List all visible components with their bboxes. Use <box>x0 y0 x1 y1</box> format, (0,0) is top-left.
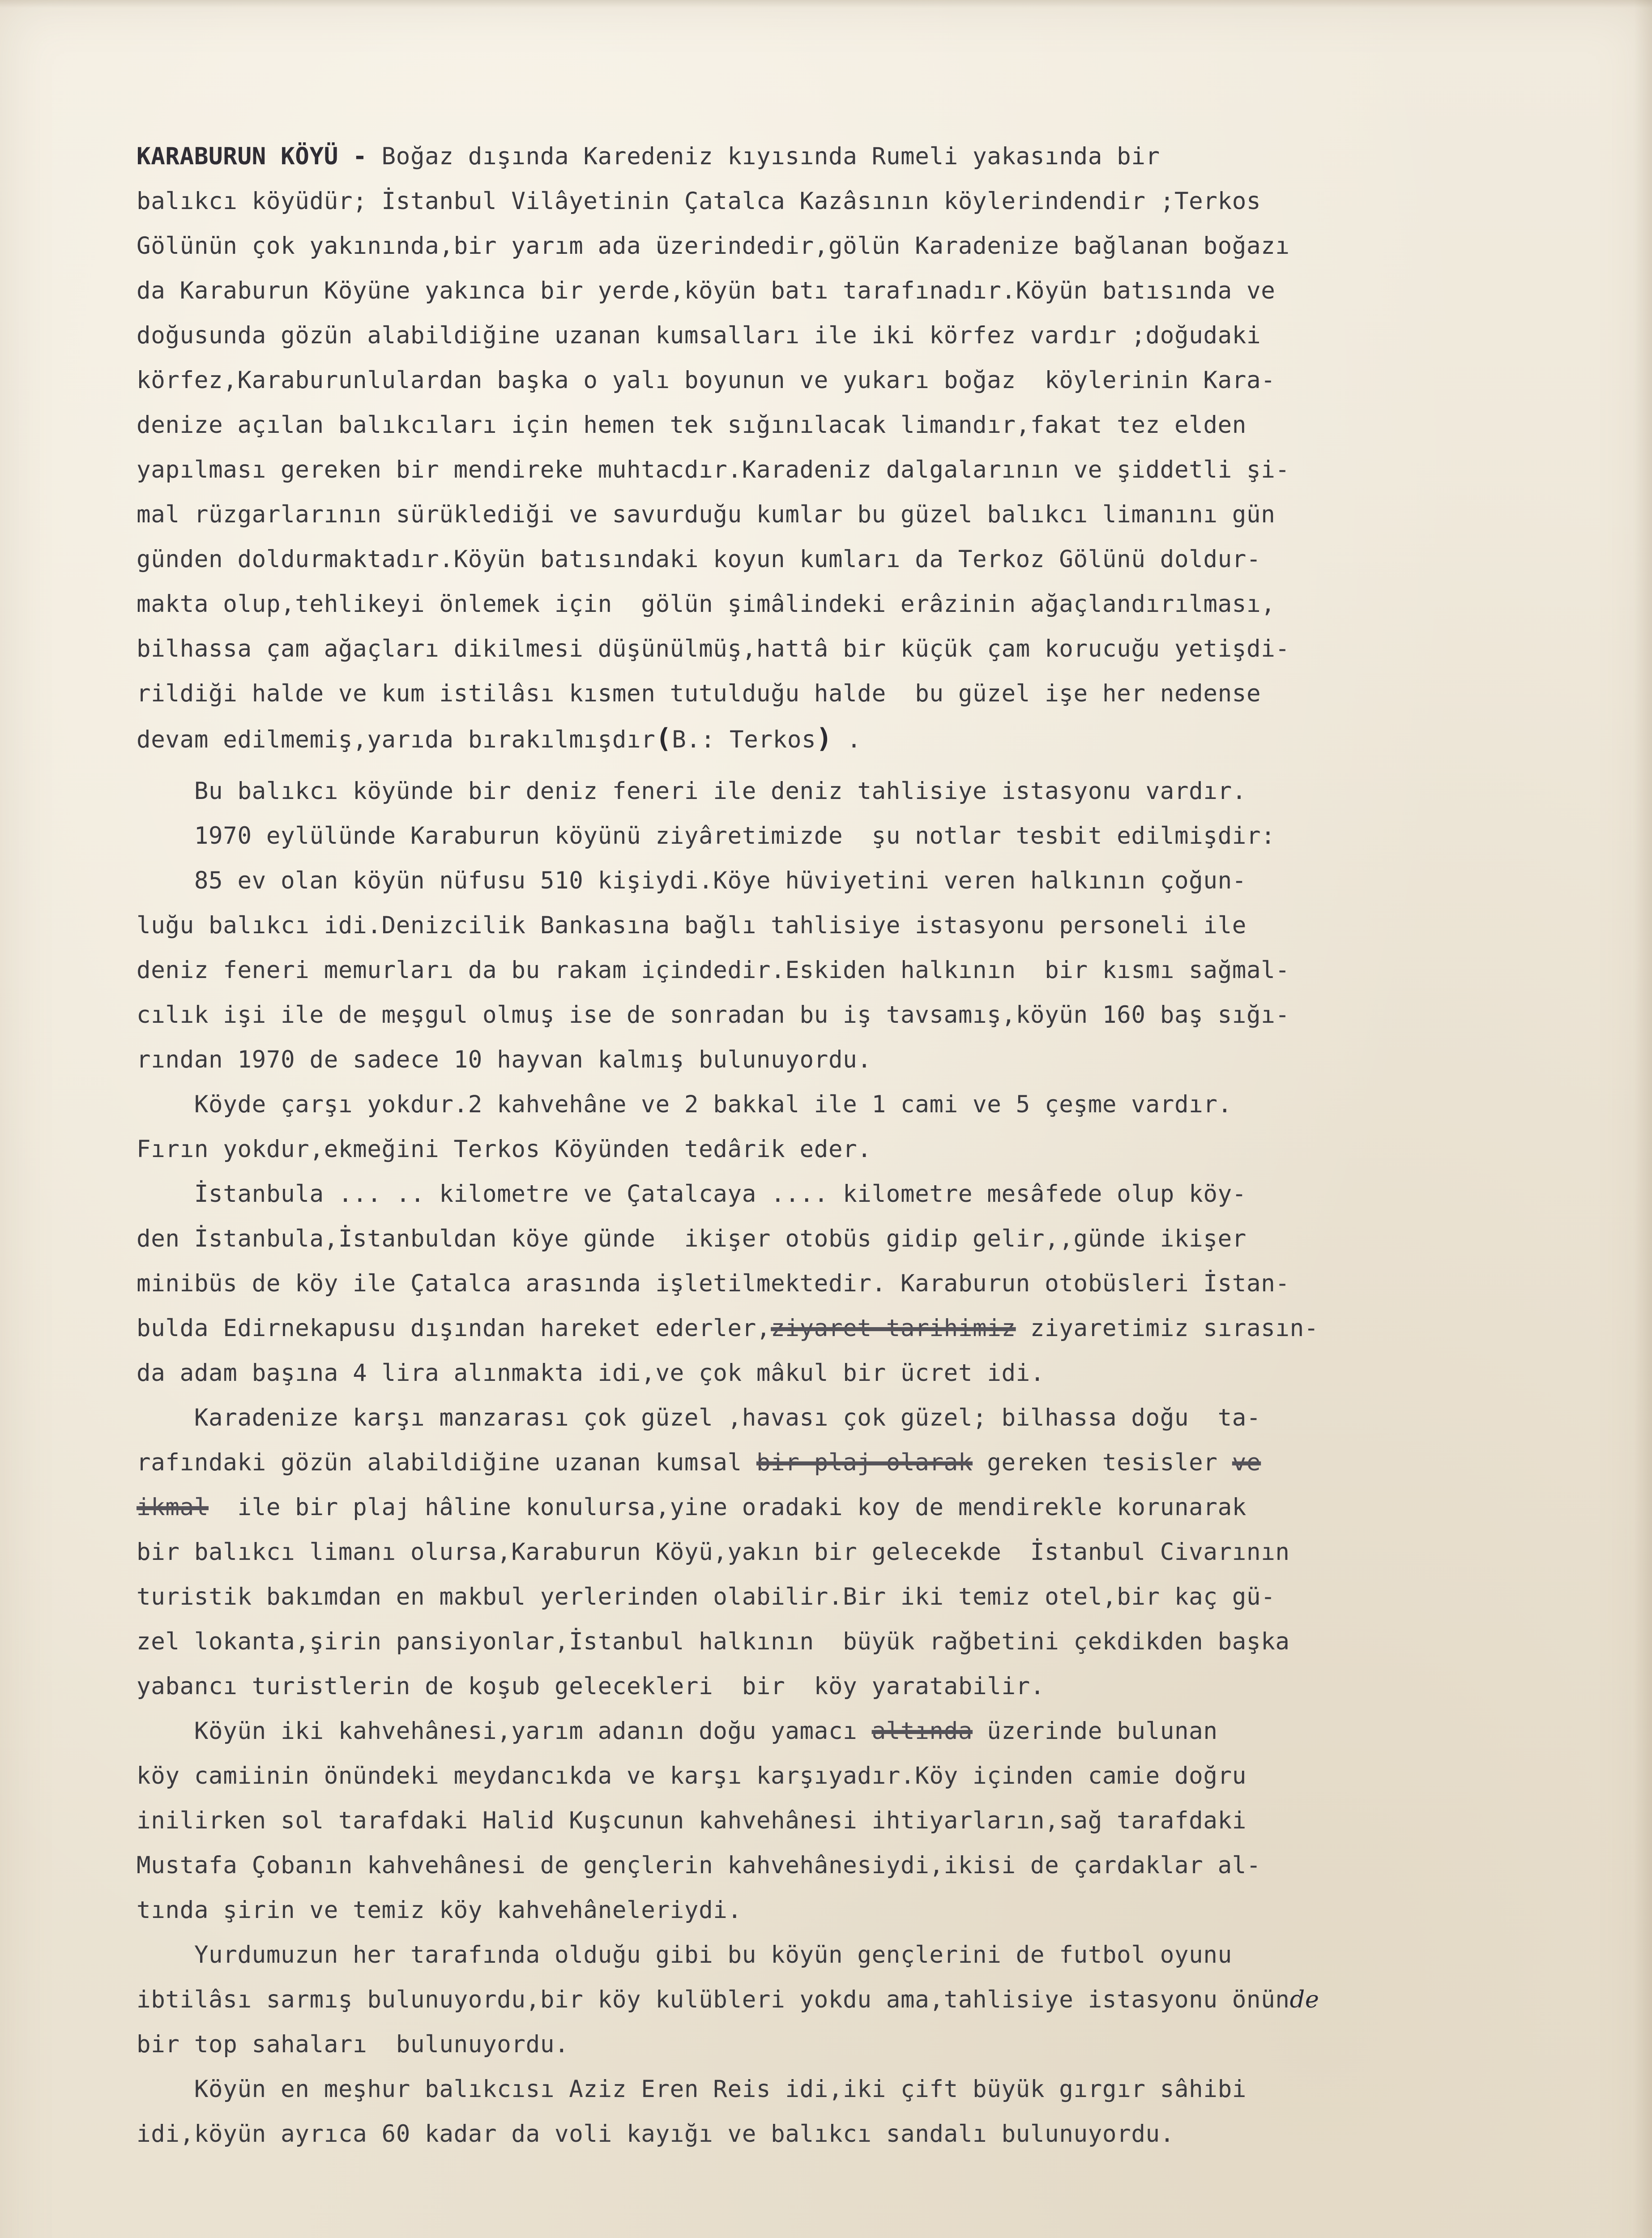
text-line <box>137 1038 1627 1082</box>
line-text: Fırın yokdur,ekmeğini Terkos Köyünden tedârik eder. <box>137 1136 872 1163</box>
text-line <box>137 948 1627 993</box>
line-text: Köyün en meşhur balıkcısı Aziz Eren Reis idi,iki çift büyük gırgır sâhibi <box>137 2076 1246 2103</box>
line-text: yapılması gereken bir mendireke muhtacdır.Karadeniz dalgalarının ve şiddetli şi- <box>137 456 1290 483</box>
handwritten-parenthesis: ( <box>655 723 672 754</box>
text-line <box>137 769 1627 814</box>
text-line <box>137 1306 1627 1351</box>
line-text: bulda Edirnekapusu dışından hareket ederler, <box>137 1315 771 1342</box>
text-line <box>137 1082 1627 1127</box>
line-text: zel lokanta,şirin pansiyonlar,İstanbul halkının büyük rağbetini çekdikden başka <box>137 1628 1290 1655</box>
text-line <box>137 1261 1627 1306</box>
text-line <box>137 448 1627 492</box>
line-text: rından 1970 de sadece 10 hayvan kalmış bulunuyordu. <box>137 1046 872 1073</box>
text-line <box>137 671 1627 716</box>
text-line <box>137 2112 1627 2157</box>
line-text: gereken tesisler <box>973 1449 1232 1476</box>
heading-dash: - <box>338 143 382 170</box>
line-text: bir balıkcı limanı olursa,Karaburun Köyü,yakın bir gelecekde İstanbul Civarının <box>137 1538 1290 1566</box>
text-line <box>137 1351 1627 1396</box>
text-line <box>137 2022 1627 2067</box>
text-line <box>137 1933 1627 1977</box>
line-text: denize açılan balıkcıları için hemen tek sığınılacak limandır,fakat tez elden <box>137 411 1246 439</box>
line-text: rildiği halde ve kum istilâsı kısmen tutulduğu halde bu güzel işe her nedense <box>137 680 1261 707</box>
text-line <box>137 627 1627 671</box>
text-line <box>137 1754 1627 1798</box>
text-line <box>137 582 1627 627</box>
line-text: köy camiinin önündeki meydancıkda ve karşı karşıyadır.Köy içinden camie doğru <box>137 1762 1246 1790</box>
text-line <box>137 1619 1627 1664</box>
typewritten-text <box>137 134 1627 2157</box>
line-text: makta olup,tehlikeyi önlemek için gölün şimâlindeki erâzinin ağaçlandırılması, <box>137 590 1276 618</box>
text-line <box>137 1396 1627 1440</box>
line-text: turistik bakımdan en makbul yerlerinden olabilir.Bir iki temiz otel,bir kaç gü- <box>137 1583 1276 1610</box>
text-line <box>137 993 1627 1038</box>
page-shadow-top <box>0 0 1652 8</box>
text-line <box>137 903 1627 948</box>
text-line <box>137 1575 1627 1619</box>
text-line <box>137 1485 1627 1530</box>
text-line <box>137 224 1627 269</box>
line-text: cılık işi ile de meşgul olmuş ise de sonradan bu iş tavsamış,köyün 160 baş sığı- <box>137 1001 1290 1029</box>
line-text: . <box>832 726 862 753</box>
text-line <box>137 716 1627 761</box>
struck-out-text: ikmal <box>137 1494 209 1521</box>
struck-out-text: ve <box>1232 1449 1261 1476</box>
text-line <box>137 1127 1627 1172</box>
text-line <box>137 1977 1627 2022</box>
line-text: inilirken sol tarafdaki Halid Kuşcunun kahvehânesi ihtiyarların,sağ tarafdaki <box>137 1807 1246 1834</box>
text-line <box>137 313 1627 358</box>
line-text: İstanbula ... .. kilometre ve Çatalcaya .... kilometre mesâfede olup köy- <box>137 1180 1246 1208</box>
page-shadow-right <box>1634 0 1652 2238</box>
line-text: ile bir plaj hâline konulursa,yine oradaki koy de mendirekle korunarak <box>209 1494 1246 1521</box>
text-line <box>137 179 1627 224</box>
line-text: Bu balıkcı köyünde bir deniz feneri ile deniz tahlisiye istasyonu vardır. <box>137 777 1246 805</box>
line-text: doğusunda gözün alabildiğine uzanan kumsalları ile iki körfez vardır ;doğudaki <box>137 322 1261 349</box>
line-text: 85 ev olan köyün nüfusu 510 kişiydi.Köye hüviyetini veren halkının çoğun- <box>137 867 1246 894</box>
text-line <box>137 1217 1627 1261</box>
line-text: ibtilâsı sarmış bulunuyordu,bir köy kulübleri yokdu ama,tahlisiye istasyonu önün <box>137 1986 1290 2013</box>
line-text: üzerinde bulunan <box>973 1717 1218 1745</box>
line-text: bir top sahaları bulunuyordu. <box>137 2031 569 2058</box>
text-line <box>137 1172 1627 1217</box>
line-text: balıkcı köyüdür; İstanbul Vilâyetinin Çatalca Kazâsının köylerindendir ;Terkos <box>137 188 1261 215</box>
text-line <box>137 269 1627 313</box>
struck-out-text: altında <box>871 1717 973 1745</box>
line-text: da adam başına 4 lira alınmakta idi,ve çok mâkul bir ücret idi. <box>137 1359 1045 1387</box>
text-line <box>137 1888 1627 1933</box>
line-text: rafındaki gözün alabildiğine uzanan kumsal <box>137 1449 756 1476</box>
document-heading: KARABURUN KÖYÜ <box>137 143 338 170</box>
line-text: bilhassa çam ağaçları dikilmesi düşünülmüş,hattâ bir küçük çam korucuğu yetişdi- <box>137 635 1290 662</box>
text-line <box>137 1798 1627 1843</box>
text-line <box>137 1664 1627 1709</box>
text-line <box>137 858 1627 903</box>
text-line <box>137 1843 1627 1888</box>
line-text: Yurdumuzun her tarafında olduğu gibi bu köyün gençlerini de futbol oyunu <box>137 1941 1232 1969</box>
handwritten-correction: de <box>1289 1986 1319 2013</box>
line-text: yabancı turistlerin de koşub gelecekleri bir köy yaratabilir. <box>137 1673 1045 1700</box>
line-text: tında şirin ve temiz köy kahvehâneleriydi. <box>137 1896 742 1924</box>
struck-out-text: ziyaret tarihimiz <box>771 1315 1016 1342</box>
line-text: 1970 eylülünde Karaburun köyünü ziyâretimizde şu notlar tesbit edilmişdir: <box>137 822 1276 850</box>
line-text: luğu balıkcı idi.Denizcilik Bankasına bağlı tahlisiye istasyonu personeli ile <box>137 912 1246 939</box>
line-text: Boğaz dışında Karedeniz kıyısında Rumeli yakasında bir <box>381 143 1160 170</box>
line-text: B.: Terkos <box>672 726 816 753</box>
line-text: idi,köyün ayrıca 60 kadar da voli kayığı ve balıkcı sandalı bulunuyordu. <box>137 2120 1174 2148</box>
line-text: Köyün iki kahvehânesi,yarım adanın doğu yamacı <box>137 1717 872 1745</box>
line-text: den İstanbula,İstanbuldan köye günde ikişer otobüs gidip gelir,,günde ikişer <box>137 1225 1246 1252</box>
text-line <box>137 1709 1627 1754</box>
line-text: minibüs de köy ile Çatalca arasında işletilmektedir. Karaburun otobüsleri İstan- <box>137 1270 1290 1297</box>
text-line <box>137 492 1627 537</box>
text-line <box>137 358 1627 403</box>
line-text: Mustafa Çobanın kahvehânesi de gençlerin kahvehânesiydi,ikisi de çardaklar al- <box>137 1852 1261 1879</box>
text-line <box>137 403 1627 448</box>
line-text: ziyaretimiz sırasın- <box>1016 1315 1319 1342</box>
text-line <box>137 1530 1627 1575</box>
line-text: günden doldurmaktadır.Köyün batısındaki koyun kumları da Terkoz Gölünü doldur- <box>137 546 1261 573</box>
text-line <box>137 2067 1627 2112</box>
line-text: devam edilmemiş,yarıda bırakılmışdır <box>137 726 656 753</box>
line-text: mal rüzgarlarının sürüklediği ve savurduğu kumlar bu güzel balıkcı limanını gün <box>137 501 1276 528</box>
text-line <box>137 537 1627 582</box>
handwritten-parenthesis: ) <box>816 723 833 754</box>
text-line <box>137 134 1627 179</box>
line-text: körfez,Karaburunlulardan başka o yalı boyunun ve yukarı boğaz köylerinin Kara- <box>137 367 1276 394</box>
line-text: da Karaburun Köyüne yakınca bir yerde,köyün batı tarafınadır.Köyün batısında ve <box>137 277 1276 304</box>
line-text: deniz feneri memurları da bu rakam içindedir.Eskiden halkının bir kısmı sağmal- <box>137 957 1290 984</box>
text-line <box>137 814 1627 858</box>
line-text: Gölünün çok yakınında,bir yarım ada üzerindedir,gölün Karadenize bağlanan boğazı <box>137 232 1290 260</box>
line-text: Köyde çarşı yokdur.2 kahvehâne ve 2 bakkal ile 1 cami ve 5 çeşme vardır. <box>137 1091 1232 1118</box>
struck-out-text: bir plaj olarak <box>756 1449 973 1476</box>
line-text: Karadenize karşı manzarası çok güzel ,havası çok güzel; bilhassa doğu ta- <box>137 1404 1261 1431</box>
text-line <box>137 1440 1627 1485</box>
